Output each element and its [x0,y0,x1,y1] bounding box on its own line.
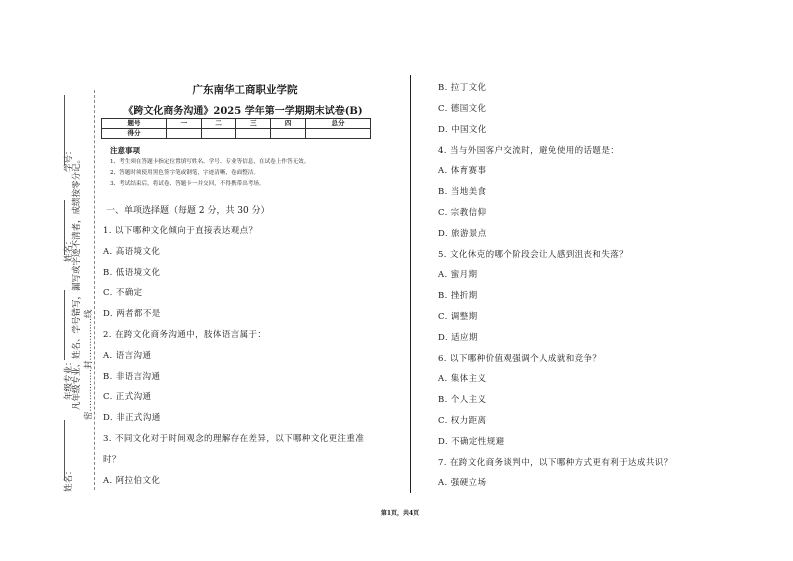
question-line: 6. 以下哪种价值观强调个人成就和竞争？ [438,354,602,364]
student-id-label: 学号： [64,146,74,172]
option-line: D. 不确定性规避 [438,437,505,447]
seal-line-text: 密……………封……………线 [84,309,94,420]
score-header-row [102,119,371,129]
exam-title: 《跨文化商务沟通》2025 学年第一学期期末试卷(B) [123,106,363,117]
school-name-label: 姓名： [64,466,74,492]
option-line: A. 强硬立场 [438,478,487,488]
score-table [101,118,371,139]
name-label: 姓名： [64,236,74,262]
option-line: A. 高语境文化 [103,247,161,257]
score-cell [201,129,236,139]
question-line: 7. 在跨文化商务谈判中，以下哪种方式更有利于达成共识？ [438,458,673,468]
option-line: B. 拉丁文化 [438,83,487,93]
question-line: 4. 当与外国客户交流时，避免使用的话题是： [438,146,620,156]
binding-warning: 凡年级专业、姓名、学号错写，漏写或字迹不清者，成绩按零分记。 [72,154,82,410]
grade-major-underline [64,290,65,360]
notice-item: 2、答题时须使用黑色签字笔或钢笔，字迹清晰，卷面整洁。 [110,170,259,176]
score-cell: 三 [236,119,271,129]
option-line: D. 两者都不是 [103,309,161,319]
option-line: B. 挫折期 [438,291,478,301]
score-cell: 一 [166,119,201,129]
option-line: C. 调整期 [438,312,478,322]
question-line: 时？ [103,455,121,465]
page-number: 第1页，共4页 [380,510,420,517]
section-heading: 一、单项选择题（每题 2 分，共 30 分） [106,206,270,216]
score-cell: 得分 [102,129,167,139]
option-line: A. 阿拉伯文化 [103,476,161,486]
school-name: 广东南华工商职业学院 [192,84,298,96]
option-line: C. 德国文化 [438,104,487,114]
seal-line [94,90,95,490]
score-cell: 题号 [102,119,167,129]
column-divider [410,75,411,493]
score-cell [166,129,201,139]
option-line: D. 中国文化 [438,125,487,135]
option-line: D. 适应期 [438,333,478,343]
score-cell [236,129,271,139]
option-line: B. 个人主义 [438,395,487,405]
grade-major-label: 年级专业： [64,357,74,400]
score-value-row [102,129,371,139]
option-line: A. 集体主义 [438,374,487,384]
option-line: B. 非语言沟通 [103,372,161,382]
question-line: 3. 不同文化对于时间观念的理解存在差异，以下哪种文化更注重准 [103,434,365,444]
student-id-underline [64,95,65,165]
option-line: B. 低语境文化 [103,268,161,278]
score-cell [271,129,306,139]
score-cell: 四 [271,119,306,129]
notice-item: 3、考试结束后，将试卷、答题卡一并交回，不得携带出考场。 [110,181,265,187]
notice-heading: 注意事项 [110,146,140,155]
question-line: 1. 以下哪种文化倾向于直接表达观点？ [103,226,258,236]
school-name-underline [64,420,65,480]
option-line: C. 权力距离 [438,416,487,426]
option-line: C. 正式沟通 [103,392,152,402]
option-line: A. 语言沟通 [103,351,152,361]
option-line: B. 当地美食 [438,187,487,197]
option-line: A. 蜜月期 [438,270,478,280]
option-line: C. 宗教信仰 [438,208,487,218]
question-line: 2. 在跨文化商务沟通中，肢体语言属于： [103,330,267,340]
name-underline [64,200,65,255]
option-line: A. 体育赛事 [438,166,487,176]
option-line: D. 非正式沟通 [103,413,161,423]
question-line: 5. 文化休克的哪个阶段会让人感到沮丧和失落？ [438,250,629,260]
notice-item: 1、考生须在答题卡指定位置填写姓名、学号、专业等信息，在试卷上作答无效。 [110,159,310,165]
score-cell: 总分 [306,119,371,129]
option-line: C. 不确定 [103,288,143,298]
score-cell: 二 [201,119,236,129]
option-line: D. 旅游景点 [438,229,487,239]
score-cell [306,129,371,139]
